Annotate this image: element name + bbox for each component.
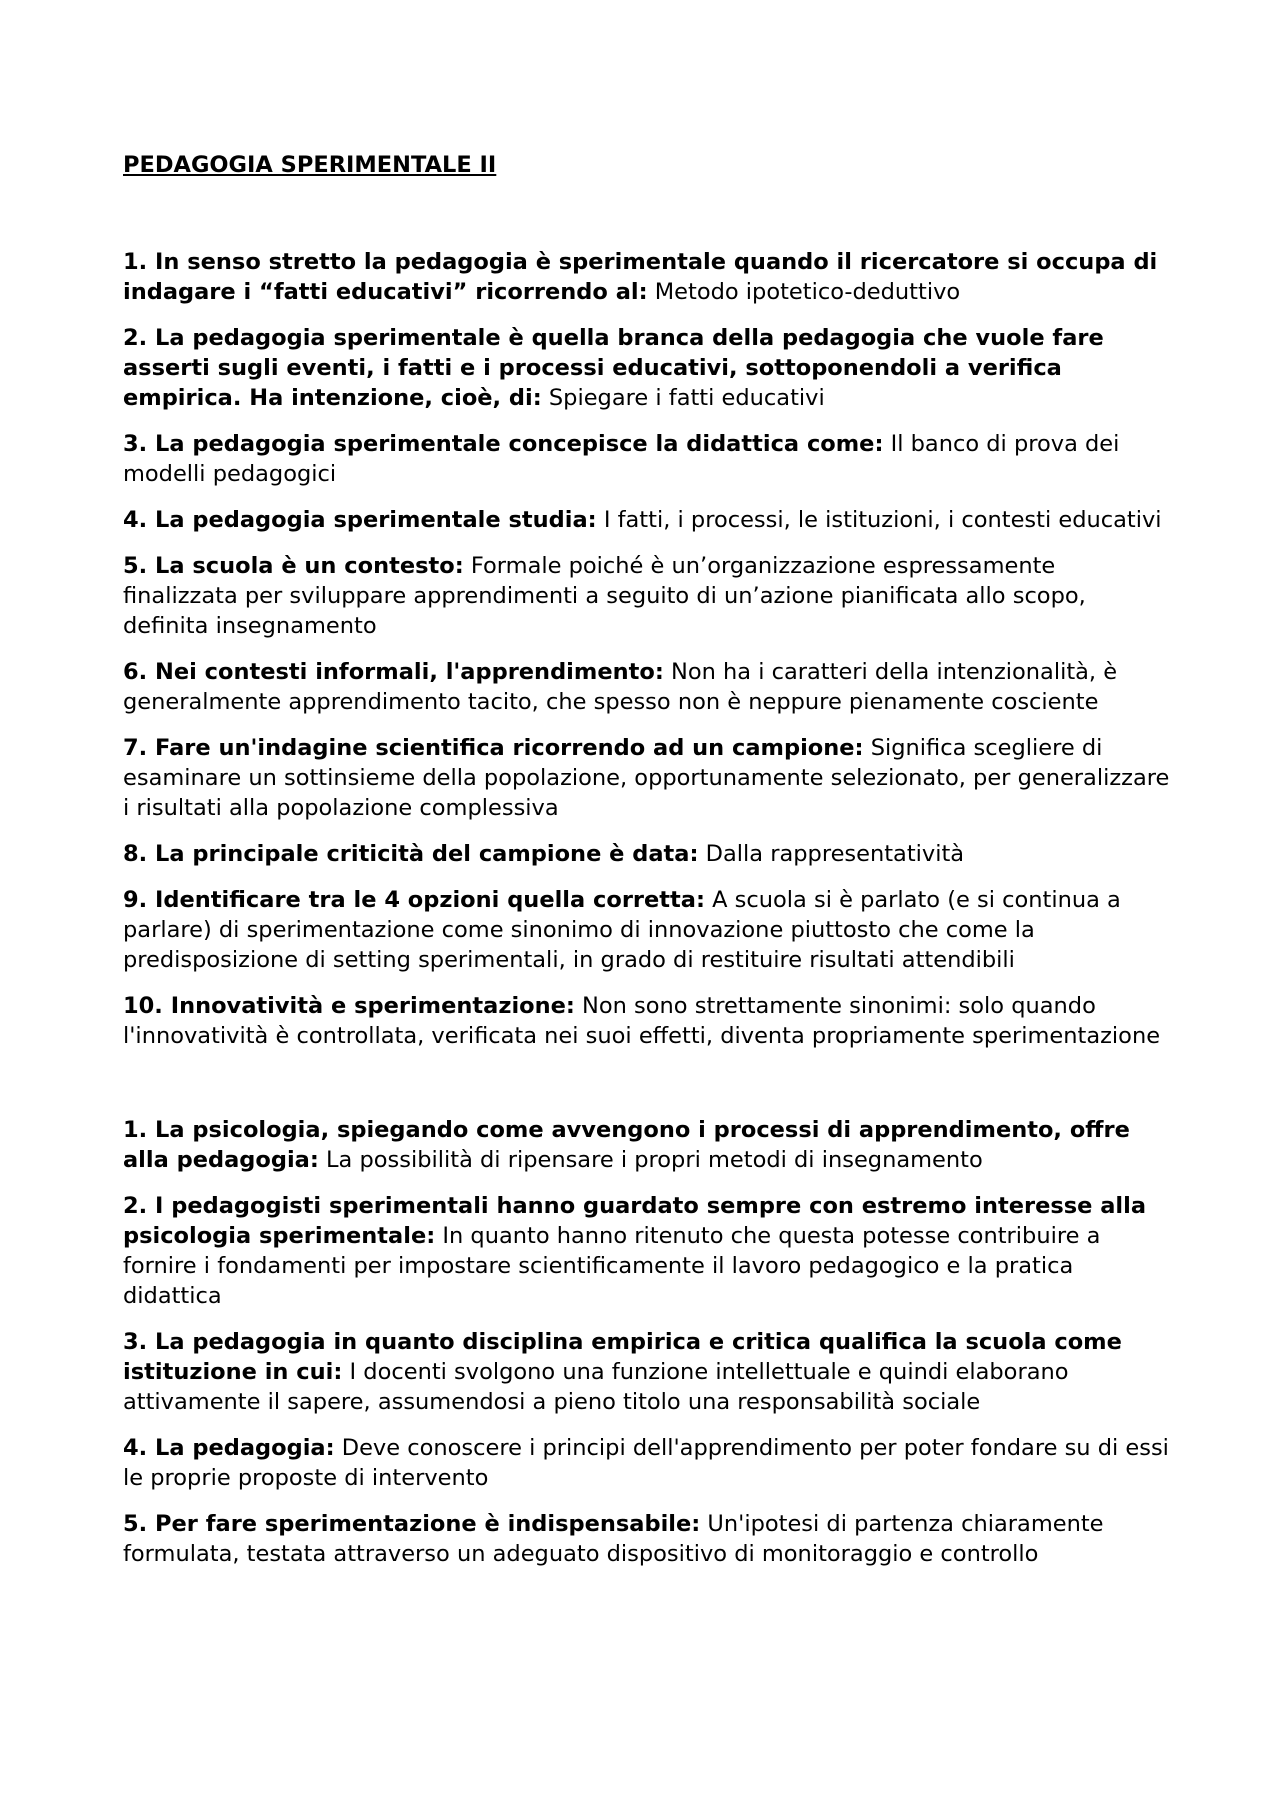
- section-2: [123, 1115, 1173, 1569]
- section-spacer: [123, 1067, 1173, 1115]
- answer-text: Non sono strettamente sinonimi: solo quando l'innovatività è controllata, verificata nei suoi effetti, diventa propriamente sperimentazione: [123, 993, 1161, 1049]
- qa-item: [123, 1509, 1173, 1569]
- qa-item: [123, 1433, 1173, 1493]
- answer-text: Il banco di prova dei modelli pedagogici: [123, 431, 1120, 487]
- question-text: 5. La scuola è un contesto:: [123, 553, 464, 579]
- question-text: 1. La psicologia, spiegando come avvengono i processi di apprendimento, offre alla pedagogia:: [123, 1117, 1130, 1173]
- question-text: 9. Identificare tra le 4 opzioni quella corretta:: [123, 887, 705, 913]
- question-text: 3. La pedagogia sperimentale concepisce la didattica come:: [123, 431, 884, 457]
- question-text: 2. I pedagogisti sperimentali hanno guardato sempre con estremo interesse alla psicologia sperimentale:: [123, 1193, 1147, 1249]
- qa-item: [123, 551, 1173, 641]
- document-page: [123, 150, 1173, 1585]
- qa-item: [123, 505, 1173, 535]
- answer-text: Non ha i caratteri della intenzionalità, è generalmente apprendimento tacito, che spesso non è neppure pienamente cosciente: [123, 659, 1118, 715]
- answer-text: Significa scegliere di esaminare un sottinsieme della popolazione, opportunamente selezionato, per generalizzare i risultati alla popolazione complessiva: [123, 735, 1170, 821]
- qa-item: [123, 429, 1173, 489]
- question-text: 10. Innovatività e sperimentazione:: [123, 993, 575, 1019]
- qa-item: [123, 323, 1173, 413]
- question-text: 1. In senso stretto la pedagogia è sperimentale quando il ricercatore si occupa di indagare i “fatti educativi” ricorrendo al:: [123, 249, 1158, 305]
- answer-text: Spiegare i fatti educativi: [548, 385, 825, 411]
- answer-text: Dalla rappresentatività: [705, 841, 965, 867]
- answer-text: I fatti, i processi, le istituzioni, i contesti educativi: [603, 507, 1162, 533]
- question-text: 2. La pedagogia sperimentale è quella branca della pedagogia che vuole fare asserti sugli eventi, i fatti e i processi educativi, sottoponendoli a verifica empirica. Ha intenzione, cioè, di:: [123, 325, 1104, 411]
- qa-item: [123, 657, 1173, 717]
- qa-item: [123, 991, 1173, 1051]
- qa-item: [123, 1327, 1173, 1417]
- answer-text: La possibilità di ripensare i propri metodi di insegnamento: [326, 1147, 983, 1173]
- answer-text: Formale poiché è un’organizzazione espressamente finalizzata per sviluppare apprendimenti a seguito di un’azione pianificata allo scopo, definita insegnamento: [123, 553, 1086, 639]
- qa-item: [123, 247, 1173, 307]
- section-1: [123, 247, 1173, 1051]
- question-text: 6. Nei contesti informali, l'apprendimento:: [123, 659, 664, 685]
- answer-text: In quanto hanno ritenuto che questa potesse contribuire a fornire i fondamenti per impostare scientificamente il lavoro pedagogico e la pratica didattica: [123, 1223, 1101, 1309]
- answer-text: Metodo ipotetico-deduttivo: [654, 279, 961, 305]
- question-text: 5. Per fare sperimentazione è indispensabile:: [123, 1511, 701, 1537]
- qa-item: [123, 839, 1173, 869]
- qa-item: [123, 885, 1173, 975]
- qa-item: [123, 733, 1173, 823]
- answer-text: I docenti svolgono una funzione intellettuale e quindi elaborano attivamente il sapere, assumendosi a pieno titolo una responsabilità sociale: [123, 1359, 1069, 1415]
- question-text: 4. La pedagogia:: [123, 1435, 335, 1461]
- qa-item: [123, 1191, 1173, 1311]
- question-text: 7. Fare un'indagine scientifica ricorrendo ad un campione:: [123, 735, 864, 761]
- document-title: PEDAGOGIA SPERIMENTALE II: [123, 152, 497, 178]
- question-text: 3. La pedagogia in quanto disciplina empirica e critica qualifica la scuola come istituzione in cui:: [123, 1329, 1122, 1385]
- question-text: 4. La pedagogia sperimentale studia:: [123, 507, 597, 533]
- answer-text: Deve conoscere i principi dell'apprendimento per poter fondare su di essi le proprie proposte di intervento: [123, 1435, 1169, 1491]
- qa-item: [123, 1115, 1173, 1175]
- answer-text: A scuola si è parlato (e si continua a parlare) di sperimentazione come sinonimo di innovazione piuttosto che come la predisposizione di setting sperimentali, in grado di restituire risultati attendibili: [123, 887, 1121, 973]
- question-text: 8. La principale criticità del campione è data:: [123, 841, 699, 867]
- answer-text: Un'ipotesi di partenza chiaramente formulata, testata attraverso un adeguato dispositivo di monitoraggio e controllo: [123, 1511, 1104, 1567]
